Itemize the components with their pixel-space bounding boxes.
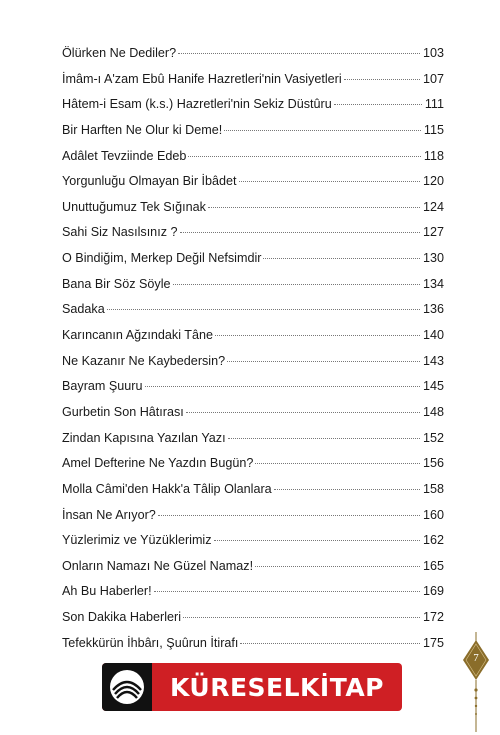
toc-entry-title: Bana Bir Söz Söyle — [62, 276, 171, 291]
toc-leader-dots — [208, 207, 420, 208]
toc-leader-dots — [255, 566, 420, 567]
toc-entry — [62, 46, 444, 72]
toc-entry — [62, 405, 444, 431]
toc-leader-dots — [215, 335, 420, 336]
toc-entry-page: 156 — [422, 456, 444, 471]
toc-entry-page: 162 — [422, 533, 444, 548]
toc-entry — [62, 277, 444, 303]
toc-entry — [62, 379, 444, 405]
toc-entry — [62, 559, 444, 585]
toc-entry — [62, 610, 444, 636]
toc-entry-page: 140 — [422, 328, 444, 343]
toc-leader-dots — [255, 463, 420, 464]
toc-entry-page: 158 — [422, 481, 444, 496]
toc-entry-title: İmâm-ı A'zam Ebû Hanife Hazretleri'nin Vasiyetleri — [62, 71, 342, 86]
toc-leader-dots — [180, 232, 420, 233]
toc-leader-dots — [107, 309, 420, 310]
toc-leader-dots — [240, 643, 420, 644]
toc-entry-page: 111 — [424, 97, 444, 112]
toc-entry-page: 136 — [422, 302, 444, 317]
toc-entry-page: 115 — [423, 122, 444, 137]
toc-entry-title: Sadaka — [62, 302, 105, 317]
page-number: 7 — [473, 652, 479, 664]
toc-entry-page: 152 — [422, 430, 444, 445]
toc-entry-page: 160 — [422, 507, 444, 522]
toc-entry — [62, 328, 444, 354]
toc-entry-page: 120 — [422, 174, 444, 189]
toc-entry-title: Unuttuğumuz Tek Sığınak — [62, 199, 206, 214]
toc-leader-dots — [188, 156, 421, 157]
toc-entry-page: 172 — [422, 610, 444, 625]
toc-entry — [62, 354, 444, 380]
toc-leader-dots — [158, 515, 420, 516]
toc-entry-page: 148 — [422, 404, 444, 419]
toc-entry — [62, 302, 444, 328]
toc-leader-dots — [214, 540, 420, 541]
toc-entry-title: Son Dakika Haberleri — [62, 610, 181, 625]
toc-entry — [62, 72, 444, 98]
toc-entry — [62, 200, 444, 226]
brand-name: KÜRESELKİTAP — [169, 672, 385, 702]
toc-entry — [62, 225, 444, 251]
toc-entry-page: 127 — [422, 225, 444, 240]
brand-logo-icon — [102, 663, 152, 711]
toc-entry — [62, 533, 444, 559]
toc-leader-dots — [183, 617, 420, 618]
toc-entry-title: Ölürken Ne Dediler? — [62, 46, 177, 60]
toc-entry-page: 169 — [422, 584, 444, 599]
toc-leader-dots — [154, 591, 420, 592]
toc-entry — [62, 123, 444, 149]
toc-entry — [62, 149, 444, 175]
toc-entry — [62, 97, 444, 123]
toc-entry — [62, 456, 444, 482]
toc-leader-dots — [224, 130, 421, 131]
toc-entry-title: Amel Defterine Ne Yazdın Bugün? — [62, 456, 254, 471]
toc-entry-title: İnsan Ne Arıyor? — [62, 507, 156, 522]
toc-entry-title: Molla Câmi'den Hakk'a Tâlip Olanlara — [62, 481, 272, 496]
toc-entry-title: Onların Namazı Ne Güzel Namaz! — [62, 558, 254, 573]
toc-leader-dots — [178, 53, 420, 54]
toc-entry-page: 130 — [422, 251, 444, 266]
toc-entry-page: 143 — [422, 353, 444, 368]
toc-leader-dots — [186, 412, 420, 413]
toc-entry-title: Karıncanın Ağzındaki Tâne — [62, 328, 213, 343]
toc-entry-page: 145 — [422, 379, 444, 394]
toc-leader-dots — [263, 258, 420, 259]
toc-entry-title: Yorgunluğu Olmayan Bir İbâdet — [62, 174, 237, 189]
toc-entry-title: Gurbetin Son Hâtırası — [62, 404, 184, 419]
toc-entry-title: Ah Bu Haberler! — [62, 584, 152, 599]
toc-entry-page: 107 — [422, 71, 444, 86]
toc-entry — [62, 636, 444, 662]
toc-entry — [62, 251, 444, 277]
toc-entry-title: O Bindiğim, Merkep Değil Nefsimdir — [62, 251, 262, 266]
toc-entry-title: Bir Harften Ne Olur ki Deme! — [62, 122, 223, 137]
toc-entry-page: 103 — [422, 46, 444, 60]
toc-leader-dots — [228, 438, 420, 439]
toc-entry-title: Ne Kazanır Ne Kaybedersin? — [62, 353, 226, 368]
toc-entry — [62, 508, 444, 534]
toc-entry — [62, 431, 444, 457]
toc-entry — [62, 174, 444, 200]
brand-watermark — [102, 663, 402, 711]
toc-entry-title: Hâtem-i Esam (k.s.) Hazretleri'nin Sekiz Düstûru — [62, 97, 332, 112]
table-of-contents — [62, 46, 444, 661]
toc-leader-dots — [145, 386, 420, 387]
toc-entry-title: Sahi Siz Nasılsınız ? — [62, 225, 178, 240]
page-ornament-icon — [461, 632, 491, 732]
toc-entry-title: Adâlet Tevziinde Edeb — [62, 148, 187, 163]
toc-entry-title: Tefekkürün İhbârı, Şuûrun İtirafı — [62, 635, 239, 650]
toc-leader-dots — [227, 361, 420, 362]
toc-entry-page: 165 — [422, 558, 444, 573]
toc-entry-title: Yüzlerimiz ve Yüzüklerimiz — [62, 533, 212, 548]
toc-leader-dots — [344, 79, 420, 80]
toc-entry-title: Zindan Kapısına Yazılan Yazı — [62, 430, 226, 445]
toc-entry-page: 118 — [423, 148, 444, 163]
toc-entry — [62, 584, 444, 610]
toc-leader-dots — [239, 181, 420, 182]
toc-leader-dots — [334, 104, 422, 105]
toc-entry-title: Bayram Şuuru — [62, 379, 143, 394]
toc-entry — [62, 482, 444, 508]
toc-entry-page: 134 — [422, 276, 444, 291]
toc-entry-page: 175 — [422, 635, 444, 650]
toc-leader-dots — [274, 489, 420, 490]
toc-leader-dots — [173, 284, 420, 285]
toc-entry-page: 124 — [422, 199, 444, 214]
